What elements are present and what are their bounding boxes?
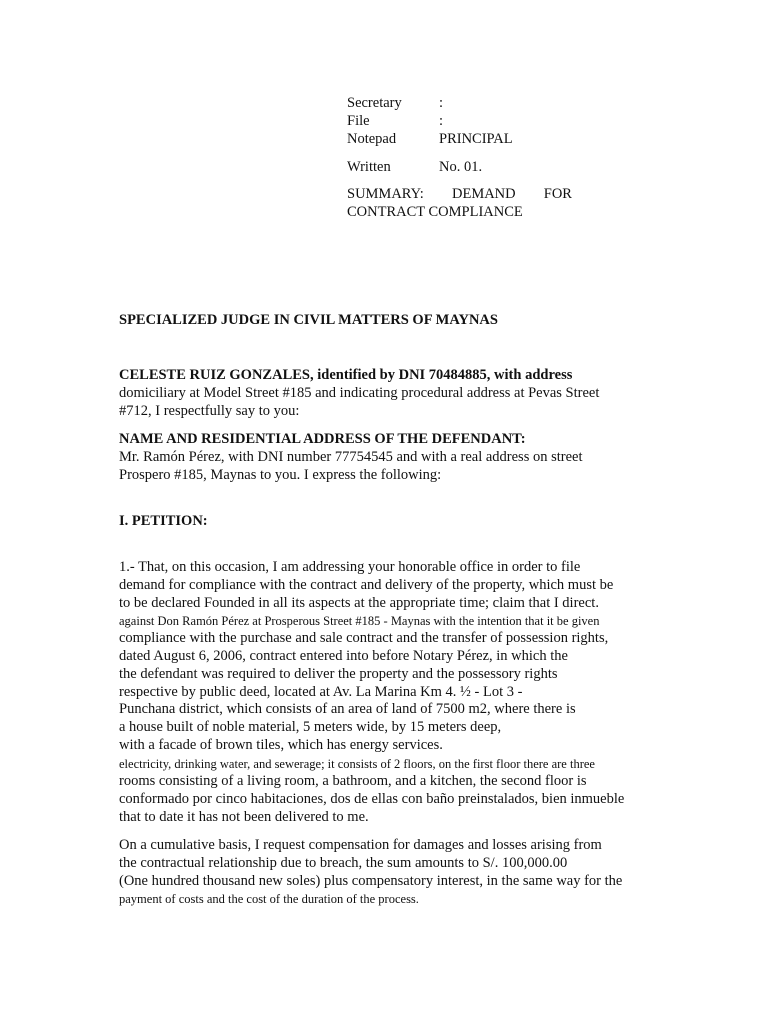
written-label: Written: [347, 159, 391, 175]
defendant-heading: NAME AND RESIDENTIAL ADDRESS OF THE DEFENDANT:: [119, 431, 526, 447]
petition-line: Punchana district, which consists of an area of land of 7500 m2, where there is: [119, 701, 576, 717]
compensation-line: the contractual relationship due to breach, the sum amounts to S/. 100,000.00: [119, 855, 568, 871]
summary-line-2: CONTRACT COMPLIANCE: [347, 204, 523, 220]
plaintiff-line-1: CELESTE RUIZ GONZALES, identified by DNI 70484885, with address: [119, 367, 573, 383]
petition-heading: I. PETITION:: [119, 513, 208, 529]
petition-line: the defendant was required to deliver the property and the possessory rights: [119, 666, 558, 682]
secretary-label: Secretary: [347, 95, 402, 111]
summary-word-for: FOR: [543, 186, 572, 202]
petition-line: to be declared Founded in all its aspects at the appropriate time; claim that I direct.: [119, 595, 599, 611]
defendant-line-1: Mr. Ramón Pérez, with DNI number 77754545 and with a real address on street: [119, 449, 583, 465]
petition-line: compliance with the purchase and sale contract and the transfer of possession rights,: [119, 630, 609, 646]
summary-word-demand: DEMAND: [451, 186, 516, 202]
petition-line: respective by public deed, located at Av. La Marina Km 4. ½ - Lot 3 -: [119, 684, 523, 700]
petition-line: rooms consisting of a living room, a bathroom, and a kitchen, the second floor is: [119, 773, 587, 789]
file-label: File: [347, 113, 370, 129]
petition-line: against Don Ramón Pérez at Prosperous Street #185 - Maynas with the intention that it be given: [119, 614, 600, 628]
petition-line: electricity, drinking water, and sewerage; it consists of 2 floors, on the first floor there are three: [119, 757, 595, 771]
compensation-line: payment of costs and the cost of the duration of the process.: [119, 892, 419, 906]
compensation-line: (One hundred thousand new soles) plus compensatory interest, in the same way for the: [119, 873, 623, 889]
secretary-value: :: [439, 95, 444, 111]
addressee-heading: SPECIALIZED JUDGE IN CIVIL MATTERS OF MAYNAS: [119, 312, 498, 328]
petition-line: that to date it has not been delivered to me.: [119, 809, 369, 825]
summary-label: SUMMARY:: [347, 186, 424, 202]
compensation-line: On a cumulative basis, I request compensation for damages and losses arising from: [119, 837, 602, 853]
petition-line: dated August 6, 2006, contract entered into before Notary Pérez, in which the: [119, 648, 568, 664]
plaintiff-line-2: domiciliary at Model Street #185 and indicating procedural address at Pevas Street: [119, 385, 600, 401]
petition-line: conformado por cinco habitaciones, dos de ellas con baño preinstalados, bien inmueble: [119, 791, 625, 807]
defendant-line-2: Prospero #185, Maynas to you. I express the following:: [119, 467, 442, 483]
file-value: :: [439, 113, 444, 129]
plaintiff-line-3: #712, I respectfully say to you:: [119, 403, 300, 419]
notepad-label: Notepad: [347, 131, 397, 147]
petition-line: with a facade of brown tiles, which has energy services.: [119, 737, 443, 753]
summary-block: [347, 185, 572, 221]
petition-line: demand for compliance with the contract and delivery of the property, which must be: [119, 577, 614, 593]
petition-line: 1.- That, on this occasion, I am addressing your honorable office in order to file: [119, 559, 581, 575]
summary-line-1: [347, 185, 572, 203]
written-value: No. 01.: [439, 159, 483, 175]
petition-line: a house built of noble material, 5 meters wide, by 15 meters deep,: [119, 719, 502, 735]
notepad-value: PRINCIPAL: [439, 131, 513, 147]
